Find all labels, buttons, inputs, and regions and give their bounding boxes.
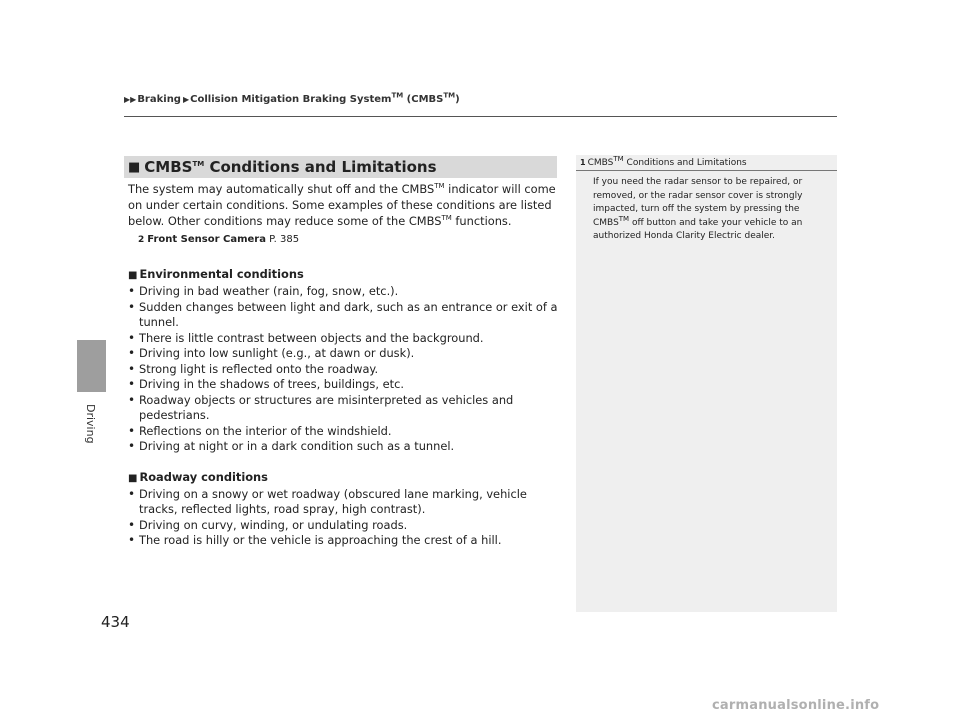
breadcrumb — [124, 91, 460, 105]
environmental-conditions-heading: ■ Environmental conditions — [128, 267, 304, 281]
header-divider — [124, 116, 837, 117]
roadway-conditions-heading: ■ Roadway conditions — [128, 469, 268, 484]
list-item: • Driving at night or in a dark condition such as a tunnel. — [128, 439, 568, 455]
main-content — [128, 181, 568, 549]
note-marker-icon: 1 — [580, 158, 586, 167]
intro-paragraph: The system may automatically shut off and the CMBS™ indicator will come on under certain conditions. Some examples of these conditions are listed below. Other conditions may reduce some of the CMBS™ functions. — [128, 182, 556, 228]
list-item: • Strong light is reflected onto the roadway. — [128, 362, 568, 378]
chapter-tab — [77, 340, 106, 392]
sidebar-title: 1 CMBS™ Conditions and Limitations — [576, 155, 837, 171]
square-bullet-icon: ■ — [128, 472, 138, 484]
reference-arrow-icon: 2 — [138, 235, 145, 245]
breadcrumb-arrow-icon: ▶▶ — [124, 95, 137, 104]
list-item: • Reflections on the interior of the windshield. — [128, 424, 568, 440]
square-bullet-icon: ■ — [128, 159, 141, 175]
list-item: • Driving into low sunlight (e.g., at dawn or dusk). — [128, 346, 568, 362]
roadway-conditions-list — [128, 487, 568, 549]
section-title: ■ CMBS™ Conditions and Limitations — [124, 156, 557, 178]
list-item: • There is little contrast between objects and the background. — [128, 331, 568, 347]
list-item: • Driving on curvy, winding, or undulating roads. — [128, 518, 568, 534]
list-item: • Driving in bad weather (rain, fog, snow, etc.). — [128, 284, 568, 300]
breadcrumb-arrow-icon: ▶ — [182, 95, 190, 104]
square-bullet-icon: ■ — [128, 270, 138, 281]
list-item: • The road is hilly or the vehicle is approaching the crest of a hill. — [128, 533, 568, 549]
breadcrumb-item-braking[interactable]: Braking — [137, 94, 181, 105]
chapter-label: Driving — [84, 404, 97, 444]
environmental-conditions-list — [128, 284, 568, 455]
list-item: • Roadway objects or structures are misinterpreted as vehicles and pedestrians. — [128, 393, 568, 424]
cross-reference-link[interactable]: 2 Front Sensor Camera P. 385 — [138, 234, 300, 245]
breadcrumb-item-cmbs[interactable]: Collision Mitigation Braking System™ (CMBS™) — [190, 91, 460, 105]
watermark: carmanualsonline.info — [712, 698, 880, 713]
list-item: • Driving on a snowy or wet roadway (obscured lane marking, vehicle tracks, reflected lights, road spray, high contrast). — [128, 487, 568, 518]
list-item: • Driving in the shadows of trees, buildings, etc. — [128, 377, 568, 393]
list-item: • Sudden changes between light and dark, such as an entrance or exit of a tunnel. — [128, 300, 568, 331]
sidebar-note: If you need the radar sensor to be repaired, or removed, or the radar sensor cover is strongly impacted, turn off the system by pressing the CMBS™ off button and take your vehicle to an authorized Honda Clarity Electric dealer. — [593, 177, 803, 241]
notes-sidebar — [576, 155, 837, 612]
page-number: 434 — [101, 613, 130, 631]
